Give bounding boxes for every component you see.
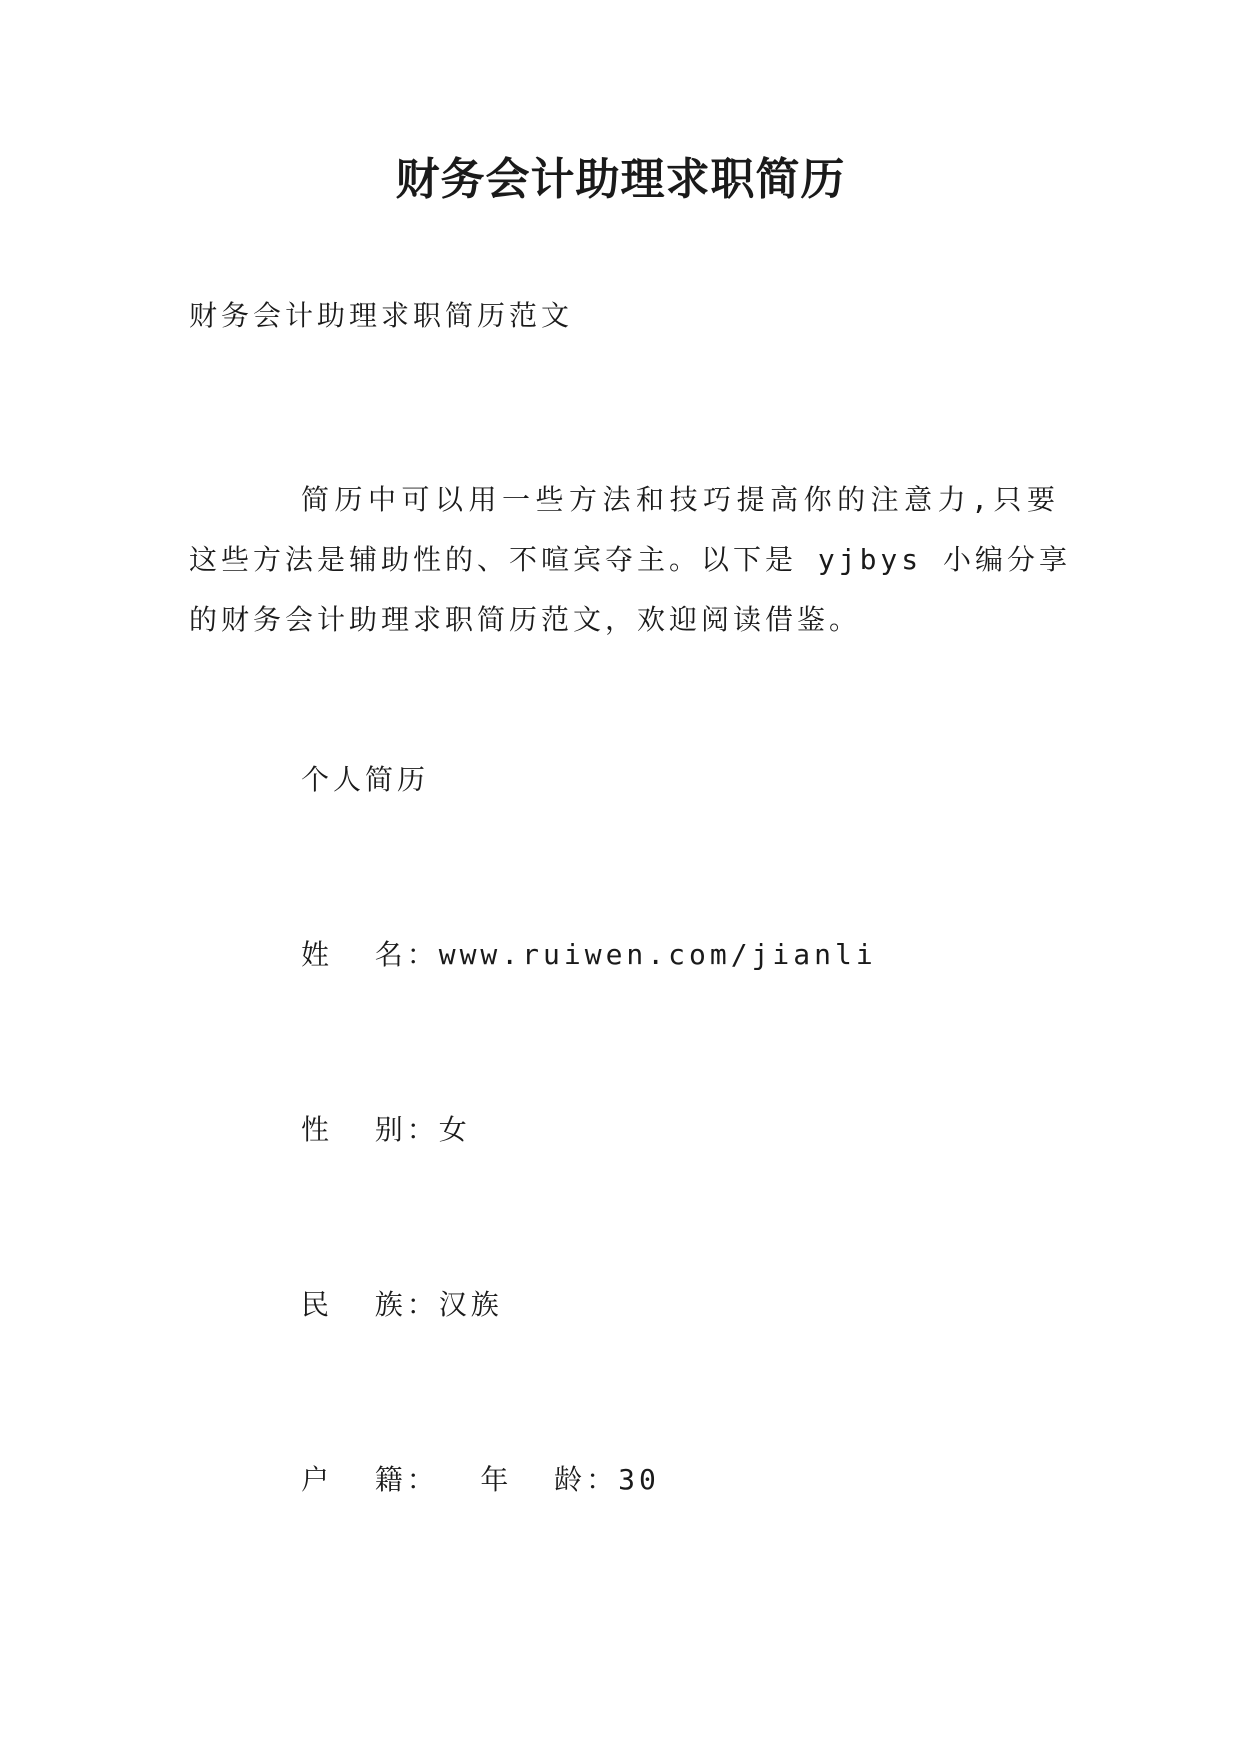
section-heading: 个人简历 <box>301 763 430 796</box>
intro-line: 的财务会计助理求职简历范文，欢迎阅读借鉴。 <box>189 603 862 636</box>
intro-line: 这些方法是辅助性的、不喧宾夺主。以下是 yjbys 小编分享 <box>189 543 1072 576</box>
field-huji-age: 户 籍： 年 龄：30 <box>301 1463 660 1496</box>
document-subtitle: 财务会计助理求职简历范文 <box>189 299 574 332</box>
document-title: 财务会计助理求职简历 <box>395 154 846 205</box>
intro-line: 简历中可以用一些方法和技巧提高你的注意力,只要 <box>301 483 1059 516</box>
field-gender: 性 别：女 <box>301 1113 471 1146</box>
field-name: 姓 名：www.ruiwen.com/jianli <box>301 938 877 971</box>
intro-paragraph <box>189 470 1072 650</box>
field-ethnicity: 民 族：汉族 <box>301 1288 503 1321</box>
